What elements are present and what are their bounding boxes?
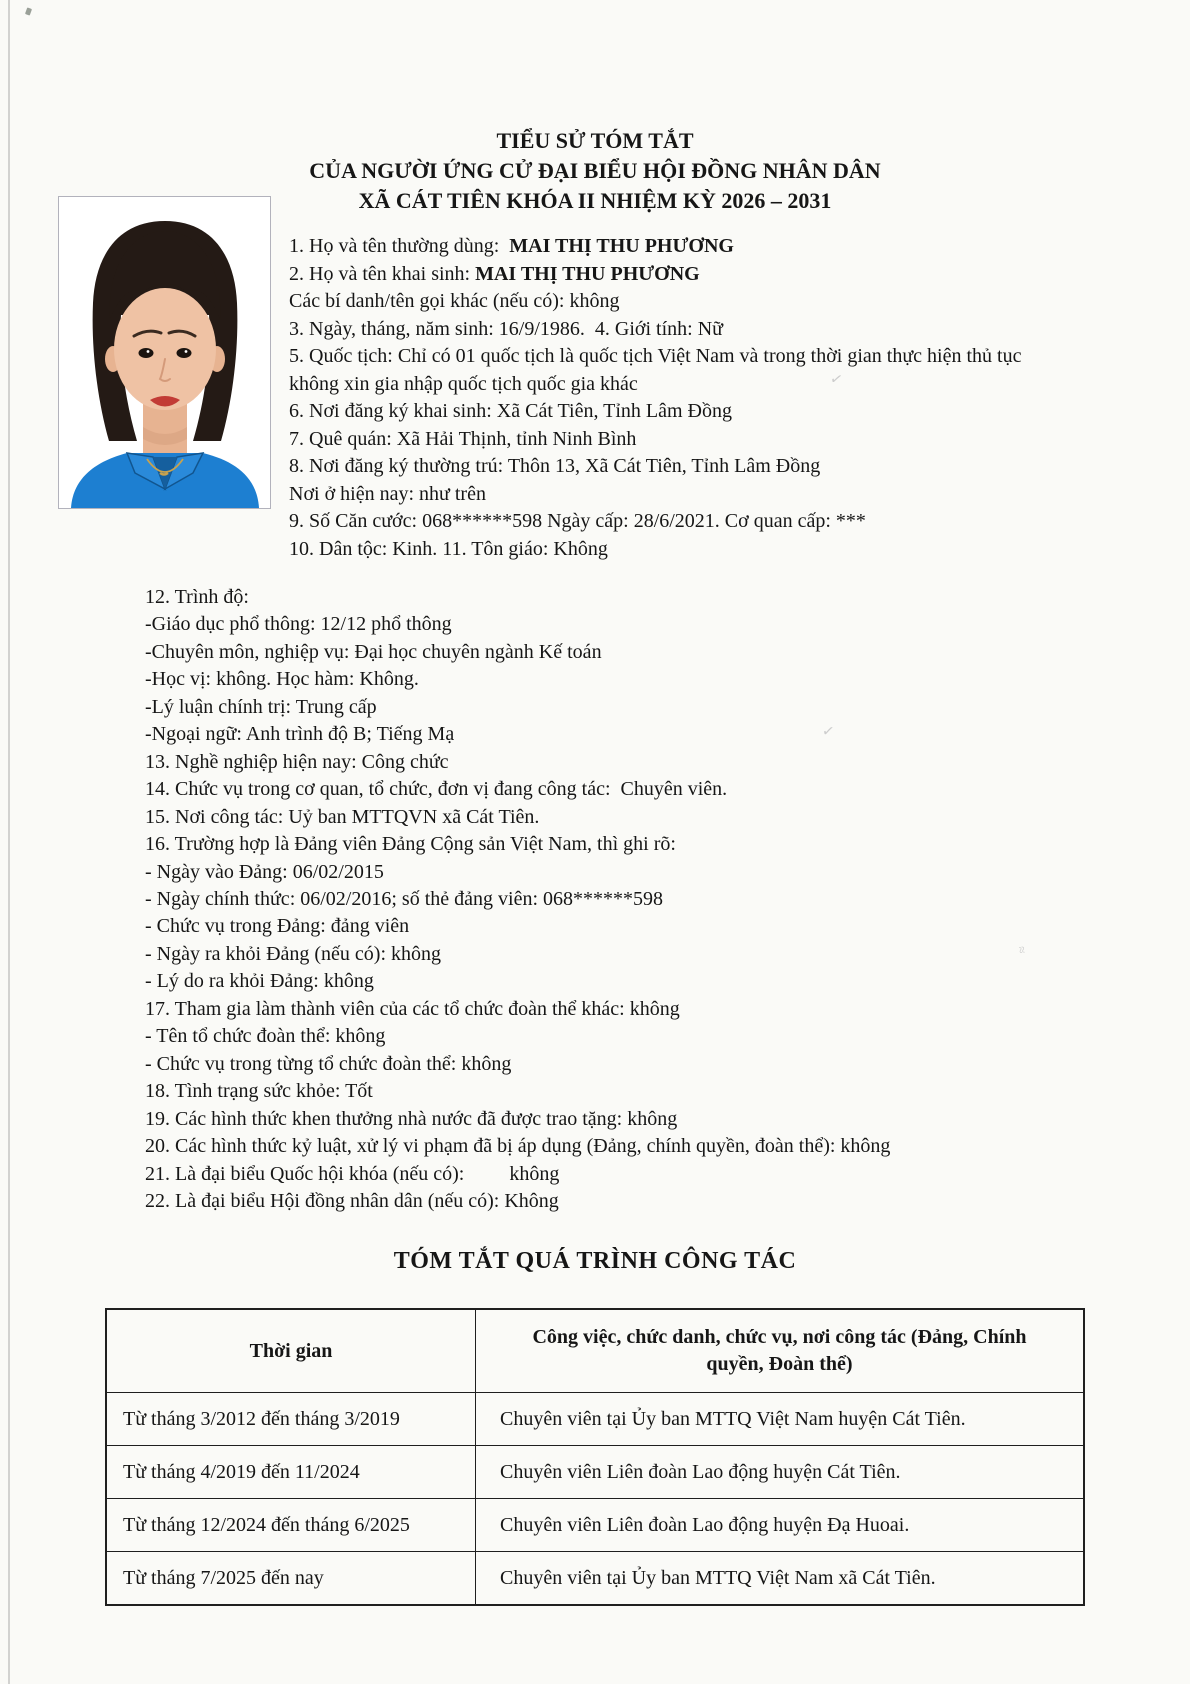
table-row <box>107 1445 1083 1498</box>
detail-line: 19. Các hình thức khen thưởng nhà nước đã được trao tặng: không <box>145 1107 678 1130</box>
detail-line: - Tên tổ chức đoàn thể: không <box>145 1025 386 1048</box>
detail-line: 12. Trình độ: <box>145 586 249 608</box>
profile-line-text: 2. Họ và tên khai sinh: <box>289 262 476 285</box>
cell-job: Chuyên viên tại Ủy ban MTTQ Việt Nam huyện Cát Tiên. <box>500 1407 966 1430</box>
cell-time: Từ tháng 12/2024 đến tháng 6/2025 <box>107 1499 476 1551</box>
table-row <box>107 1392 1083 1445</box>
profile-line: Các bí danh/tên gọi khác (nếu có): không <box>289 290 620 312</box>
scan-artifact: ✓ <box>828 370 845 390</box>
profile-line-text: 1. Họ và tên thường dùng: <box>289 235 510 257</box>
work-history-title: TÓM TẮT QUÁ TRÌNH CÔNG TÁC <box>393 1248 797 1274</box>
scan-artifact: ✓ <box>820 723 836 741</box>
table-row <box>107 1551 1083 1604</box>
scan-edge-line <box>8 0 10 1684</box>
candidate-name: MAI THỊ THU PHƯƠNG <box>509 235 734 257</box>
cell-time: Từ tháng 7/2025 đến nay <box>107 1552 476 1604</box>
table-row <box>107 1498 1083 1551</box>
detail-line: -Học vị: không. Học hàm: Không. <box>145 668 419 691</box>
detail-line: 22. Là đại biểu Hội đồng nhân dân (nếu có): Không <box>145 1189 559 1212</box>
profile-line: 7. Quê quán: Xã Hải Thịnh, tỉnh Ninh Bình <box>289 427 637 450</box>
detail-line: 14. Chức vụ trong cơ quan, tổ chức, đơn vị đang công tác: Chuyên viên. <box>145 778 728 801</box>
table-header-time: Thời gian <box>107 1310 476 1392</box>
detail-line: 16. Trường hợp là Đảng viên Đảng Cộng sản Việt Nam, thì ghi rõ: <box>145 833 676 856</box>
profile-line: 6. Nơi đăng ký khai sinh: Xã Cát Tiên, Tỉnh Lâm Đồng <box>289 400 732 422</box>
cell-time: Từ tháng 4/2019 đến 11/2024 <box>107 1446 476 1498</box>
portrait-photo-drawing <box>59 197 270 508</box>
title-line-2: CỦA NGƯỜI ỨNG CỬ ĐẠI BIỂU HỘI ĐỒNG NHÂN DÂN <box>309 158 881 183</box>
detail-line: - Ngày chính thức: 06/02/2016; số thẻ đảng viên: 068******598 <box>145 887 663 910</box>
detail-info-block <box>145 584 1093 1215</box>
title-line-3: XÃ CÁT TIÊN KHÓA II NHIỆM KỲ 2026 – 2031 <box>358 188 832 213</box>
detail-line: - Chức vụ trong Đảng: đảng viên <box>145 915 410 938</box>
detail-line: - Ngày ra khỏi Đảng (nếu có): không <box>145 942 442 965</box>
cell-job: Chuyên viên Liên đoàn Lao động huyện Cát Tiên. <box>500 1460 901 1483</box>
profile-line: 9. Số Căn cước: 068******598 Ngày cấp: 28/6/2021. Cơ quan cấp: *** <box>289 510 866 532</box>
detail-line: 17. Tham gia làm thành viên của các tổ chức đoàn thể khác: không <box>145 997 680 1020</box>
profile-info-block <box>289 233 1026 563</box>
detail-line: -Chuyên môn, nghiệp vụ: Đại học chuyên ngành Kế toán <box>145 640 602 663</box>
scan-artifact <box>25 7 32 15</box>
profile-line: 10. Dân tộc: Kinh. 11. Tôn giáo: Không <box>289 537 608 560</box>
work-history-table <box>105 1308 1085 1606</box>
detail-line: 15. Nơi công tác: Uỷ ban MTTQVN xã Cát Tiên. <box>145 805 540 828</box>
portrait-photo <box>58 196 271 509</box>
detail-line: - Chức vụ trong từng tổ chức đoàn thể: không <box>145 1052 512 1075</box>
scan-artifact: ≈ <box>1014 945 1031 955</box>
cell-job: Chuyên viên tại Ủy ban MTTQ Việt Nam xã Cát Tiên. <box>500 1566 936 1589</box>
profile-line <box>289 261 1026 289</box>
cell-job: Chuyên viên Liên đoàn Lao động huyện Đạ Huoai. <box>500 1513 910 1536</box>
profile-line: 3. Ngày, tháng, năm sinh: 16/9/1986. 4. Giới tính: Nữ <box>289 317 723 340</box>
detail-line: - Ngày vào Đảng: 06/02/2015 <box>145 860 384 883</box>
detail-line: 20. Các hình thức kỷ luật, xử lý vi phạm đã bị áp dụng (Đảng, chính quyền, đoàn thể): không <box>145 1135 891 1158</box>
detail-line: -Lý luận chính trị: Trung cấp <box>145 695 377 718</box>
profile-line: Nơi ở hiện nay: như trên <box>289 482 486 505</box>
title-line-1: TIỂU SỬ TÓM TẮT <box>496 128 694 153</box>
table-header-row <box>107 1310 1083 1392</box>
detail-line: -Ngoại ngữ: Anh trình độ B; Tiếng Mạ <box>145 723 455 746</box>
detail-line: - Lý do ra khỏi Đảng: không <box>145 970 374 993</box>
detail-line: 21. Là đại biểu Quốc hội khóa (nếu có): không <box>145 1162 560 1185</box>
candidate-name: MAI THỊ THU PHƯƠNG <box>475 262 700 285</box>
detail-line: -Giáo dục phổ thông: 12/12 phổ thông <box>145 613 452 636</box>
profile-line: 5. Quốc tịch: Chỉ có 01 quốc tịch là quốc tịch Việt Nam và trong thời gian thực hiện thủ tục không xin gia nhập quốc tịch quốc gia khác <box>289 345 1022 395</box>
cell-time: Từ tháng 3/2012 đến tháng 3/2019 <box>107 1393 476 1445</box>
detail-line: 18. Tình trạng sức khỏe: Tốt <box>145 1080 373 1103</box>
detail-line: 13. Nghề nghiệp hiện nay: Công chức <box>145 750 449 773</box>
profile-line <box>289 233 1026 261</box>
profile-line: 8. Nơi đăng ký thường trú: Thôn 13, Xã Cát Tiên, Tỉnh Lâm Đồng <box>289 455 821 477</box>
table-header-job: Công việc, chức danh, chức vụ, nơi công tác (Đảng, Chính quyền, Đoàn thể) <box>532 1326 1027 1375</box>
